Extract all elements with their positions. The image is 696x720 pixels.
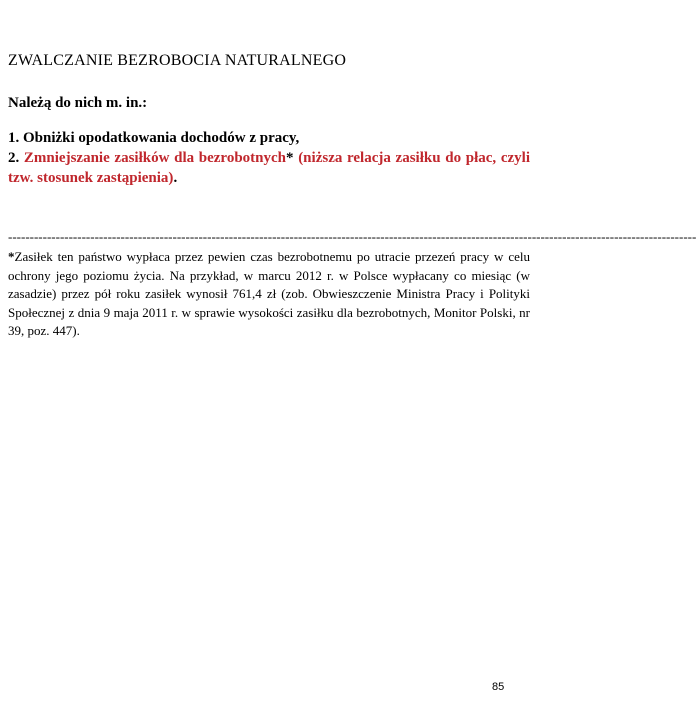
page-number: 85 [492,681,505,693]
point-text-explanation: (niższa relacja zasiłku do płac, czyli tzw. stosunek zastąpienia) [8,150,530,186]
footnote-marker: * [8,249,15,264]
footnote-divider: --------------------------------------------------------------------------------------------------------------------------------------------------------------- [8,229,696,244]
point-end-punctuation: . [173,170,178,186]
intro-text: Należą do nich m. in.: [8,95,148,111]
point-number: 1. [8,130,20,146]
page-title: ZWALCZANIE BEZROBOCIA NATURALNEGO [8,52,347,69]
footnote-marker: * [286,150,294,166]
point-item-2 [8,148,530,188]
point-text-highlight: Zmniejszanie zasiłków dla bezrobotnych [23,150,287,166]
point-number: 2. [8,150,20,166]
footnote-text: Zasiłek ten państwo wypłaca przez pewien czas bezrobotnemu po utracie przezeń pracy w celu ochrony jego poziomu życia. Na przykład, w marcu 2012 r. w Polsce wypłacany co miesiąc (w zasadzie) przez pół roku zasiłek wynosił 761,4 zł (zob. Obwieszczenie Ministra Pracy i Polityki Społecznej z dnia 9 maja 2011 r. w sprawie wysokości zasiłku dla bezrobotnych, Monitor Polski, nr 39, poz. 447). [8,249,530,338]
point-item-1 [8,128,530,148]
points-list [8,128,530,188]
footnote [8,248,530,341]
point-text: Obniżki opodatkowania dochodów z pracy, [23,130,300,146]
